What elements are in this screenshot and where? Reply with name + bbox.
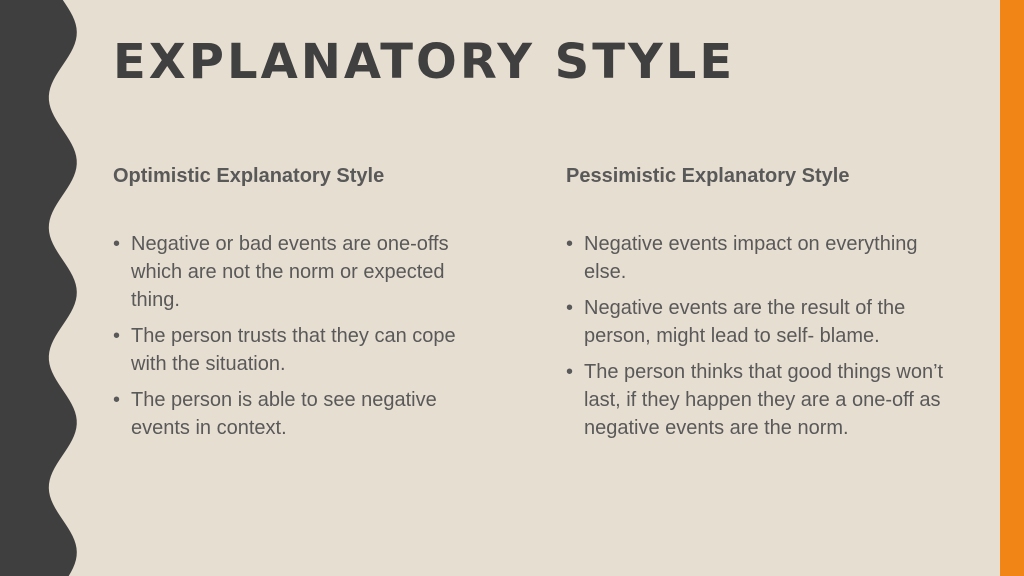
- bullet-icon: •: [566, 361, 574, 383]
- bullet-item: [113, 230, 493, 314]
- bullet-text: The person is able to see negative events in context.: [131, 389, 437, 439]
- bullet-item: [566, 230, 946, 286]
- bullet-icon: •: [113, 233, 121, 255]
- optimistic-column: [113, 160, 493, 450]
- bullet-text: Negative events impact on everything else.: [584, 233, 918, 283]
- bullet-item: [113, 322, 493, 378]
- bullet-item: [113, 386, 493, 442]
- bullet-icon: •: [566, 297, 574, 319]
- bullet-text: Negative events are the result of the person, might lead to self- blame.: [584, 297, 906, 347]
- slide-title: EXPLANATORY STYLE: [113, 34, 736, 90]
- bullet-item: [566, 294, 946, 350]
- bullet-icon: •: [566, 233, 574, 255]
- bullet-list: [566, 230, 946, 442]
- pessimistic-column: [566, 160, 946, 450]
- bullet-item: [566, 358, 946, 442]
- bullet-text: The person thinks that good things won’t last, if they happen they are a one-off as negative events are the norm.: [584, 361, 944, 439]
- bullet-icon: •: [113, 325, 121, 347]
- column-heading: Pessimistic Explanatory Style: [566, 165, 850, 187]
- column-heading: Optimistic Explanatory Style: [113, 165, 385, 187]
- bullet-text: The person trusts that they can cope with the situation.: [131, 325, 456, 375]
- bullet-icon: •: [113, 389, 121, 411]
- bullet-list: [113, 230, 493, 442]
- accent-side-bar: [1000, 0, 1024, 576]
- wavy-side-band: [0, 0, 120, 576]
- bullet-text: Negative or bad events are one-offs which are not the norm or expected thing.: [131, 233, 449, 311]
